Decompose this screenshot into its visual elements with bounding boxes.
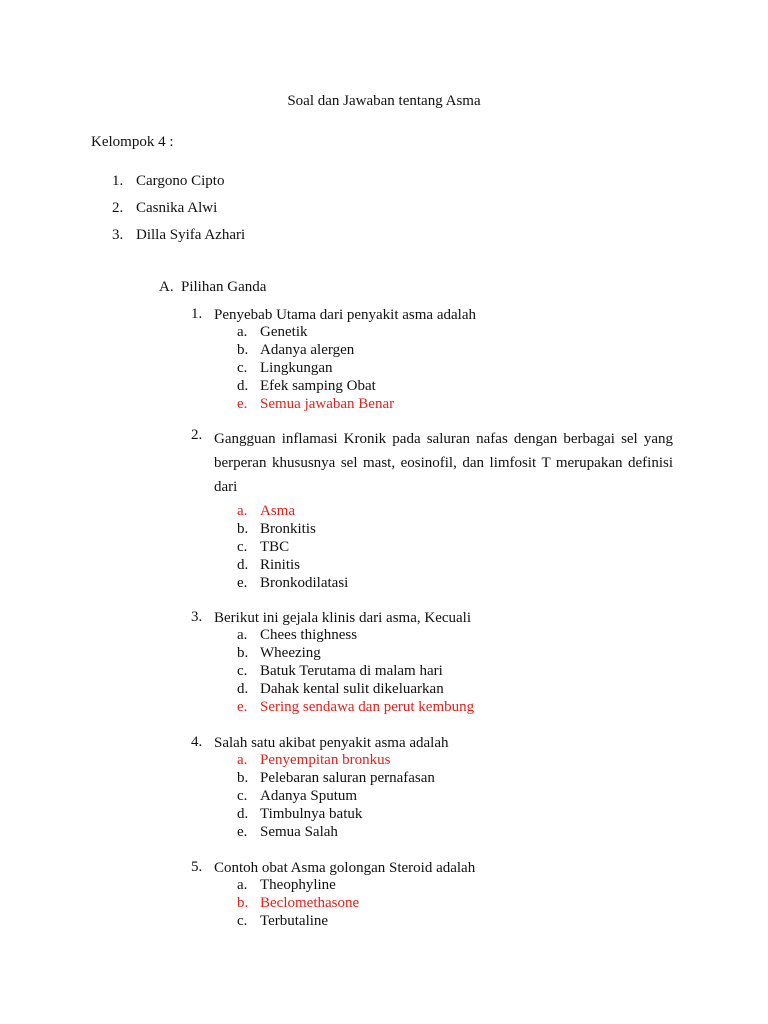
question-text: Penyebab Utama dari penyakit asma adalah	[214, 307, 476, 323]
option-item	[237, 556, 348, 574]
question-1-options	[237, 323, 394, 413]
option-item	[237, 787, 435, 805]
option-item	[237, 377, 394, 395]
option-letter: c.	[237, 788, 248, 804]
option-text: Adanya Sputum	[260, 788, 358, 804]
option-item	[237, 644, 474, 662]
option-letter: e.	[237, 575, 248, 591]
option-letter: c.	[237, 539, 248, 555]
option-text: Lingkungan	[260, 360, 333, 376]
correct-answer-option	[237, 698, 474, 716]
option-text: Rinitis	[260, 557, 301, 573]
member-name: Dilla Syifa Azhari	[136, 227, 246, 243]
option-letter: d.	[237, 806, 249, 822]
option-letter: d.	[237, 681, 249, 697]
question-3-options	[237, 626, 474, 716]
member-number: 3.	[112, 227, 124, 243]
question-2-options	[237, 502, 348, 592]
option-text: Sering sendawa dan perut kembung	[260, 699, 475, 715]
question-5-options	[237, 876, 359, 930]
option-text: Dahak kental sulit dikeluarkan	[260, 681, 444, 697]
option-letter: e.	[237, 824, 248, 840]
option-item	[237, 538, 348, 556]
member-name: Casnika Alwi	[136, 200, 218, 216]
option-text: Efek samping Obat	[260, 378, 376, 394]
option-item	[237, 520, 348, 538]
option-letter: e.	[237, 699, 248, 715]
question-number: 1.	[191, 306, 203, 322]
question-number: 2.	[191, 427, 203, 443]
option-text: Timbulnya batuk	[260, 806, 363, 822]
option-text: Genetik	[260, 324, 308, 340]
member-item	[112, 200, 217, 217]
option-item	[237, 769, 435, 787]
question-4-options	[237, 751, 435, 841]
correct-answer-option	[237, 502, 348, 520]
member-number: 1.	[112, 173, 124, 189]
option-letter: d.	[237, 378, 249, 394]
option-text: Adanya alergen	[260, 342, 355, 358]
option-text: Asma	[260, 503, 295, 519]
option-letter: c.	[237, 663, 248, 679]
option-letter: b.	[237, 895, 249, 911]
option-text: Terbutaline	[260, 913, 329, 929]
section-heading	[159, 279, 266, 296]
option-letter: a.	[237, 752, 248, 768]
option-text: Pelebaran saluran pernafasan	[260, 770, 435, 786]
question-text: Salah satu akibat penyakit asma adalah	[214, 735, 449, 751]
member-item	[112, 173, 224, 190]
question-text: Contoh obat Asma golongan Steroid adalah	[214, 860, 476, 876]
option-text: Beclomethasone	[260, 895, 360, 911]
group-label: Kelompok 4 :	[91, 134, 174, 150]
option-letter: c.	[237, 913, 248, 929]
option-text: Bronkitis	[260, 521, 316, 537]
option-item	[237, 341, 394, 359]
member-item	[112, 227, 245, 244]
option-item	[237, 912, 359, 930]
option-text: Penyempitan bronkus	[260, 752, 391, 768]
option-letter: b.	[237, 645, 249, 661]
option-letter: c.	[237, 360, 248, 376]
option-item	[237, 823, 435, 841]
option-item	[237, 574, 348, 592]
option-text: Theophyline	[260, 877, 336, 893]
option-text: Semua jawaban Benar	[260, 396, 395, 412]
option-text: Semua Salah	[260, 824, 338, 840]
option-item	[237, 680, 474, 698]
member-name: Cargono Cipto	[136, 173, 225, 189]
option-text: Batuk Terutama di malam hari	[260, 663, 443, 679]
option-letter: b.	[237, 521, 249, 537]
option-letter: d.	[237, 557, 249, 573]
option-item	[237, 876, 359, 894]
option-letter: b.	[237, 342, 249, 358]
option-text: Wheezing	[260, 645, 321, 661]
question-number: 4.	[191, 734, 203, 750]
correct-answer-option	[237, 751, 435, 769]
document-title: Soal dan Jawaban tentang Asma	[287, 93, 481, 109]
question-number: 5.	[191, 859, 203, 875]
option-letter: a.	[237, 503, 248, 519]
question-text: Gangguan inflamasi Kronik pada saluran nafas dengan berbagai sel yang berperan khususnya sel mast, eosinofil, dan limfosit T merupakan definisi dari	[214, 431, 673, 495]
option-item	[237, 359, 394, 377]
option-text: Bronkodilatasi	[260, 575, 349, 591]
option-letter: b.	[237, 770, 249, 786]
option-text: Chees thighness	[260, 627, 358, 643]
question-text: Berikut ini gejala klinis dari asma, Kecuali	[214, 610, 472, 626]
correct-answer-option	[237, 395, 394, 413]
option-text: TBC	[260, 539, 290, 555]
option-item	[237, 805, 435, 823]
correct-answer-option	[237, 894, 359, 912]
section-label: Pilihan Ganda	[181, 279, 267, 295]
option-item	[237, 626, 474, 644]
option-letter: a.	[237, 877, 248, 893]
member-number: 2.	[112, 200, 124, 216]
option-letter: a.	[237, 324, 248, 340]
question-2	[191, 427, 673, 499]
option-letter: a.	[237, 627, 248, 643]
question-number: 3.	[191, 609, 203, 625]
section-number: A.	[159, 279, 174, 295]
option-item	[237, 662, 474, 680]
option-letter: e.	[237, 396, 248, 412]
option-item	[237, 323, 394, 341]
